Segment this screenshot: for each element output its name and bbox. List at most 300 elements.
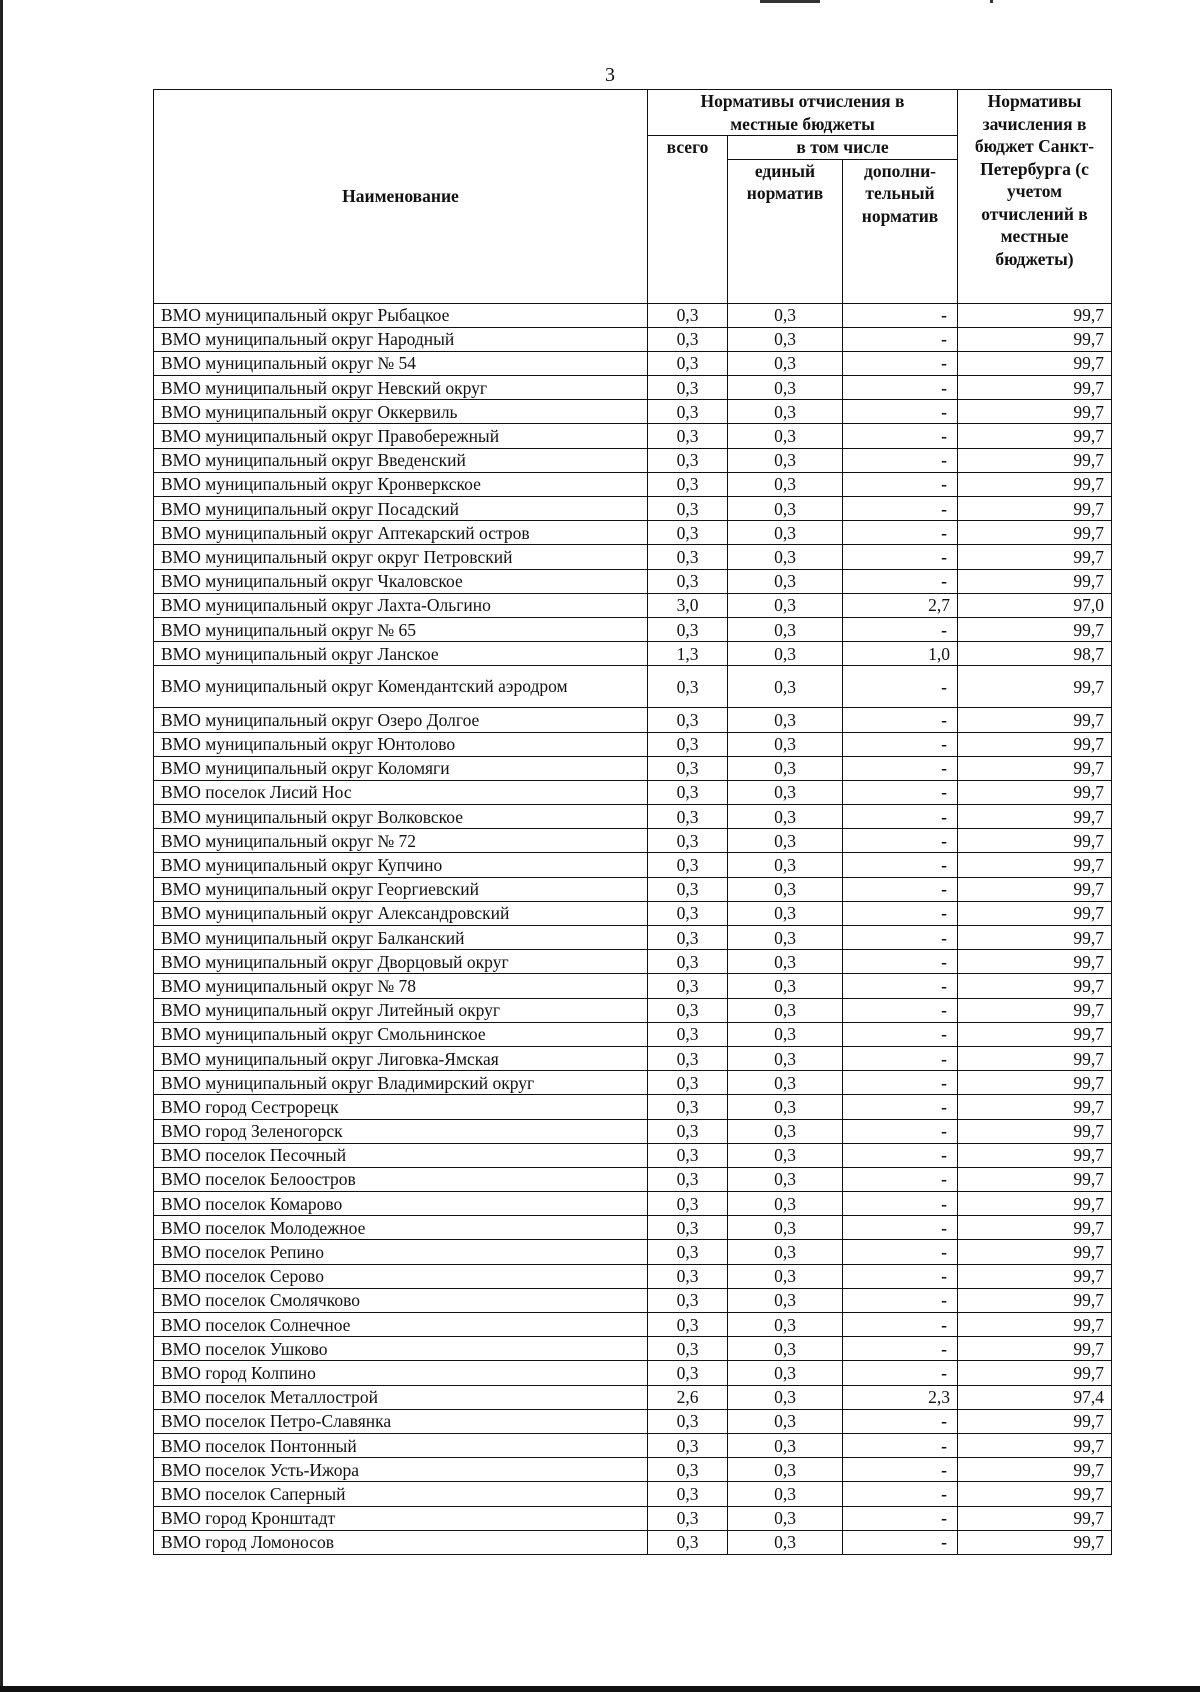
row-additional-norm: - — [843, 448, 958, 472]
header-single-norm: единый норматив — [728, 159, 843, 303]
row-single-norm: 0,3 — [728, 1337, 843, 1361]
row-single-norm: 0,3 — [728, 1385, 843, 1409]
row-total: 1,3 — [648, 642, 728, 666]
row-spb-norm: 99,7 — [958, 1506, 1112, 1530]
row-single-norm: 0,3 — [728, 1313, 843, 1337]
row-additional-norm: - — [843, 400, 958, 424]
row-total: 0,3 — [648, 497, 728, 521]
row-single-norm: 0,3 — [728, 1433, 843, 1457]
row-name: ВМО муниципальный округ Смольнинское — [154, 1022, 648, 1046]
row-spb-norm: 99,7 — [958, 1361, 1112, 1385]
row-total: 0,3 — [648, 950, 728, 974]
row-spb-norm: 99,7 — [958, 666, 1112, 708]
row-total: 0,3 — [648, 1337, 728, 1361]
scan-top-mark — [760, 0, 820, 3]
row-total: 0,3 — [648, 303, 728, 327]
row-total: 3,0 — [648, 593, 728, 617]
row-total: 0,3 — [648, 732, 728, 756]
row-single-norm: 0,3 — [728, 1482, 843, 1506]
row-additional-norm: - — [843, 617, 958, 641]
row-total: 0,3 — [648, 1482, 728, 1506]
scan-top-mark — [990, 0, 993, 3]
table-row — [154, 926, 1112, 950]
row-spb-norm: 99,7 — [958, 400, 1112, 424]
row-additional-norm: - — [843, 666, 958, 708]
row-total: 0,3 — [648, 1240, 728, 1264]
row-total: 0,3 — [648, 1022, 728, 1046]
table-row — [154, 666, 1112, 708]
table-row — [154, 376, 1112, 400]
row-spb-norm: 99,7 — [958, 545, 1112, 569]
row-total: 0,3 — [648, 1313, 728, 1337]
row-single-norm: 0,3 — [728, 732, 843, 756]
row-additional-norm: 2,7 — [843, 593, 958, 617]
row-total: 0,3 — [648, 1071, 728, 1095]
row-total: 0,3 — [648, 1192, 728, 1216]
table-row — [154, 400, 1112, 424]
row-name: ВМО поселок Усть-Ижора — [154, 1458, 648, 1482]
row-total: 0,3 — [648, 617, 728, 641]
row-spb-norm: 99,7 — [958, 472, 1112, 496]
table-row — [154, 1264, 1112, 1288]
row-name: ВМО муниципальный округ Народный — [154, 327, 648, 351]
row-total: 0,3 — [648, 780, 728, 804]
row-additional-norm: - — [843, 1216, 958, 1240]
header-name: Наименование — [154, 90, 648, 304]
row-single-norm: 0,3 — [728, 974, 843, 998]
table-row — [154, 617, 1112, 641]
row-additional-norm: - — [843, 1482, 958, 1506]
row-single-norm: 0,3 — [728, 545, 843, 569]
row-single-norm: 0,3 — [728, 376, 843, 400]
table-row — [154, 780, 1112, 804]
row-total: 0,3 — [648, 805, 728, 829]
row-total: 0,3 — [648, 666, 728, 708]
row-spb-norm: 99,7 — [958, 732, 1112, 756]
table-row — [154, 732, 1112, 756]
table-row — [154, 1167, 1112, 1191]
row-total: 0,3 — [648, 1288, 728, 1312]
row-single-norm: 0,3 — [728, 1506, 843, 1530]
row-spb-norm: 99,7 — [958, 1458, 1112, 1482]
row-additional-norm: - — [843, 1530, 958, 1554]
row-name: ВМО поселок Петро-Славянка — [154, 1409, 648, 1433]
row-additional-norm: - — [843, 1337, 958, 1361]
row-total: 0,3 — [648, 1433, 728, 1457]
row-additional-norm: - — [843, 1240, 958, 1264]
row-spb-norm: 99,7 — [958, 617, 1112, 641]
row-spb-norm: 99,7 — [958, 303, 1112, 327]
row-spb-norm: 99,7 — [958, 1433, 1112, 1457]
table-row — [154, 1071, 1112, 1095]
row-name: ВМО поселок Понтонный — [154, 1433, 648, 1457]
row-name: ВМО муниципальный округ Юнтолово — [154, 732, 648, 756]
table-row — [154, 1385, 1112, 1409]
row-spb-norm: 99,7 — [958, 1337, 1112, 1361]
row-additional-norm: - — [843, 521, 958, 545]
header-total: всего — [648, 136, 728, 304]
row-single-norm: 0,3 — [728, 998, 843, 1022]
row-additional-norm: - — [843, 708, 958, 732]
row-spb-norm: 99,7 — [958, 1095, 1112, 1119]
table-row — [154, 1506, 1112, 1530]
row-name: ВМО муниципальный округ Правобережный — [154, 424, 648, 448]
row-spb-norm: 99,7 — [958, 327, 1112, 351]
row-single-norm: 0,3 — [728, 521, 843, 545]
row-single-norm: 0,3 — [728, 1143, 843, 1167]
row-single-norm: 0,3 — [728, 950, 843, 974]
row-name: ВМО муниципальный округ Владимирский округ — [154, 1071, 648, 1095]
row-name: ВМО муниципальный округ Литейный округ — [154, 998, 648, 1022]
row-single-norm: 0,3 — [728, 756, 843, 780]
row-spb-norm: 98,7 — [958, 642, 1112, 666]
table-row — [154, 1337, 1112, 1361]
row-total: 0,3 — [648, 1361, 728, 1385]
table-row — [154, 1192, 1112, 1216]
row-single-norm: 0,3 — [728, 877, 843, 901]
header-including: в том числе — [728, 136, 958, 160]
row-name: ВМО поселок Репино — [154, 1240, 648, 1264]
row-name: ВМО муниципальный округ Кронверкское — [154, 472, 648, 496]
row-spb-norm: 99,7 — [958, 1192, 1112, 1216]
row-name: ВМО муниципальный округ Введенский — [154, 448, 648, 472]
row-total: 0,3 — [648, 1046, 728, 1070]
row-single-norm: 0,3 — [728, 400, 843, 424]
row-total: 0,3 — [648, 974, 728, 998]
row-name: ВМО поселок Белоостров — [154, 1167, 648, 1191]
row-single-norm: 0,3 — [728, 780, 843, 804]
row-additional-norm: - — [843, 1433, 958, 1457]
row-additional-norm: - — [843, 472, 958, 496]
row-single-norm: 0,3 — [728, 351, 843, 375]
row-spb-norm: 99,7 — [958, 974, 1112, 998]
row-name: ВМО муниципальный округ Балканский — [154, 926, 648, 950]
table-row — [154, 1288, 1112, 1312]
table-row — [154, 1313, 1112, 1337]
table-row — [154, 1095, 1112, 1119]
row-total: 0,3 — [648, 1264, 728, 1288]
row-total: 0,3 — [648, 1458, 728, 1482]
row-name: ВМО муниципальный округ Коломяги — [154, 756, 648, 780]
row-single-norm: 0,3 — [728, 901, 843, 925]
row-name: ВМО муниципальный округ Оккервиль — [154, 400, 648, 424]
norms-table — [153, 89, 1112, 1555]
header-spb-budget: Нормативы зачисления в бюджет Санкт-Петербурга (с учетом отчислений в местные бюджеты) — [958, 90, 1112, 304]
row-additional-norm: - — [843, 1458, 958, 1482]
row-total: 0,3 — [648, 901, 728, 925]
header-local-budgets: Нормативы отчисления в местные бюджеты — [648, 90, 958, 136]
row-total: 0,3 — [648, 998, 728, 1022]
row-spb-norm: 99,7 — [958, 1022, 1112, 1046]
row-spb-norm: 99,7 — [958, 569, 1112, 593]
row-name: ВМО поселок Ушково — [154, 1337, 648, 1361]
row-single-norm: 0,3 — [728, 1071, 843, 1095]
row-single-norm: 0,3 — [728, 1022, 843, 1046]
row-single-norm: 0,3 — [728, 424, 843, 448]
table-row — [154, 1361, 1112, 1385]
row-name: ВМО муниципальный округ № 65 — [154, 617, 648, 641]
row-name: ВМО поселок Смолячково — [154, 1288, 648, 1312]
row-single-norm: 0,3 — [728, 1119, 843, 1143]
row-single-norm: 0,3 — [728, 666, 843, 708]
row-single-norm: 0,3 — [728, 617, 843, 641]
row-spb-norm: 99,7 — [958, 1530, 1112, 1554]
row-name: ВМО поселок Серово — [154, 1264, 648, 1288]
row-total: 0,3 — [648, 708, 728, 732]
row-name: ВМО город Зеленогорск — [154, 1119, 648, 1143]
row-total: 0,3 — [648, 926, 728, 950]
row-total: 0,3 — [648, 448, 728, 472]
row-single-norm: 0,3 — [728, 593, 843, 617]
table-row — [154, 998, 1112, 1022]
row-single-norm: 0,3 — [728, 1409, 843, 1433]
table-row — [154, 642, 1112, 666]
table-row — [154, 877, 1112, 901]
row-spb-norm: 99,7 — [958, 1216, 1112, 1240]
row-spb-norm: 99,7 — [958, 1313, 1112, 1337]
row-spb-norm: 99,7 — [958, 708, 1112, 732]
table-row — [154, 593, 1112, 617]
row-total: 0,3 — [648, 521, 728, 545]
row-name: ВМО муниципальный округ Рыбацкое — [154, 303, 648, 327]
table-row — [154, 756, 1112, 780]
row-additional-norm: - — [843, 303, 958, 327]
row-additional-norm: - — [843, 926, 958, 950]
table-row — [154, 545, 1112, 569]
row-additional-norm: - — [843, 1167, 958, 1191]
row-name: ВМО муниципальный округ округ Петровский — [154, 545, 648, 569]
table-row — [154, 1458, 1112, 1482]
row-spb-norm: 99,7 — [958, 829, 1112, 853]
row-additional-norm: - — [843, 1506, 958, 1530]
row-single-norm: 0,3 — [728, 1530, 843, 1554]
row-name: ВМО поселок Песочный — [154, 1143, 648, 1167]
row-single-norm: 0,3 — [728, 1264, 843, 1288]
row-spb-norm: 99,7 — [958, 805, 1112, 829]
table-row — [154, 853, 1112, 877]
row-spb-norm: 99,7 — [958, 1482, 1112, 1506]
table-row — [154, 1530, 1112, 1554]
row-total: 0,3 — [648, 829, 728, 853]
row-additional-norm: 1,0 — [843, 642, 958, 666]
row-spb-norm: 99,7 — [958, 1143, 1112, 1167]
row-single-norm: 0,3 — [728, 1095, 843, 1119]
row-additional-norm: - — [843, 497, 958, 521]
row-total: 0,3 — [648, 1216, 728, 1240]
row-name: ВМО муниципальный округ Чкаловское — [154, 569, 648, 593]
row-additional-norm: - — [843, 974, 958, 998]
row-single-norm: 0,3 — [728, 1046, 843, 1070]
row-single-norm: 0,3 — [728, 926, 843, 950]
table-row — [154, 351, 1112, 375]
row-single-norm: 0,3 — [728, 327, 843, 351]
row-single-norm: 0,3 — [728, 569, 843, 593]
table-row — [154, 521, 1112, 545]
table-row — [154, 1409, 1112, 1433]
page-number: 3 — [605, 64, 615, 86]
row-name: ВМО муниципальный округ Аптекарский остров — [154, 521, 648, 545]
table-row — [154, 829, 1112, 853]
row-name: ВМО муниципальный округ № 54 — [154, 351, 648, 375]
row-spb-norm: 99,7 — [958, 521, 1112, 545]
scan-edge-bottom — [0, 1686, 1200, 1692]
row-additional-norm: - — [843, 829, 958, 853]
row-spb-norm: 99,7 — [958, 424, 1112, 448]
row-additional-norm: - — [843, 1071, 958, 1095]
row-spb-norm: 99,7 — [958, 780, 1112, 804]
table-row — [154, 974, 1112, 998]
table-row — [154, 708, 1112, 732]
row-spb-norm: 99,7 — [958, 901, 1112, 925]
row-additional-norm: - — [843, 569, 958, 593]
row-spb-norm: 99,7 — [958, 497, 1112, 521]
row-additional-norm: 2,3 — [843, 1385, 958, 1409]
row-additional-norm: - — [843, 1288, 958, 1312]
row-total: 0,3 — [648, 472, 728, 496]
table-row — [154, 950, 1112, 974]
table-row — [154, 303, 1112, 327]
row-additional-norm: - — [843, 1361, 958, 1385]
row-total: 0,3 — [648, 327, 728, 351]
row-spb-norm: 99,7 — [958, 1240, 1112, 1264]
row-name: ВМО муниципальный округ Георгиевский — [154, 877, 648, 901]
row-additional-norm: - — [843, 376, 958, 400]
table-body — [154, 303, 1112, 1554]
row-spb-norm: 99,7 — [958, 877, 1112, 901]
row-additional-norm: - — [843, 805, 958, 829]
header-additional-norm: дополни-тельный норматив — [843, 159, 958, 303]
table-row — [154, 1216, 1112, 1240]
row-total: 0,3 — [648, 877, 728, 901]
row-single-norm: 0,3 — [728, 853, 843, 877]
row-name: ВМО поселок Лисий Нос — [154, 780, 648, 804]
row-spb-norm: 99,7 — [958, 351, 1112, 375]
row-total: 0,3 — [648, 424, 728, 448]
table-row — [154, 497, 1112, 521]
row-spb-norm: 97,4 — [958, 1385, 1112, 1409]
table-row — [154, 1482, 1112, 1506]
row-additional-norm: - — [843, 950, 958, 974]
table-row — [154, 1022, 1112, 1046]
row-additional-norm: - — [843, 756, 958, 780]
row-additional-norm: - — [843, 732, 958, 756]
row-name: ВМО муниципальный округ Лахта-Ольгино — [154, 593, 648, 617]
row-spb-norm: 99,7 — [958, 853, 1112, 877]
row-name: ВМО муниципальный округ Посадский — [154, 497, 648, 521]
row-spb-norm: 99,7 — [958, 1046, 1112, 1070]
row-single-norm: 0,3 — [728, 1240, 843, 1264]
row-single-norm: 0,3 — [728, 829, 843, 853]
row-additional-norm: - — [843, 901, 958, 925]
row-name: ВМО муниципальный округ Ланское — [154, 642, 648, 666]
row-additional-norm: - — [843, 1119, 958, 1143]
table-row — [154, 1433, 1112, 1457]
row-single-norm: 0,3 — [728, 303, 843, 327]
row-spb-norm: 97,0 — [958, 593, 1112, 617]
row-additional-norm: - — [843, 998, 958, 1022]
table-row — [154, 448, 1112, 472]
table-row — [154, 1143, 1112, 1167]
row-name: ВМО муниципальный округ Александровский — [154, 901, 648, 925]
row-name: ВМО город Сестрорецк — [154, 1095, 648, 1119]
row-single-norm: 0,3 — [728, 472, 843, 496]
row-additional-norm: - — [843, 1313, 958, 1337]
row-additional-norm: - — [843, 1143, 958, 1167]
row-spb-norm: 99,7 — [958, 1119, 1112, 1143]
row-total: 0,3 — [648, 1409, 728, 1433]
row-spb-norm: 99,7 — [958, 1409, 1112, 1433]
row-name: ВМО муниципальный округ № 78 — [154, 974, 648, 998]
row-single-norm: 0,3 — [728, 1458, 843, 1482]
row-spb-norm: 99,7 — [958, 756, 1112, 780]
table-row — [154, 472, 1112, 496]
row-total: 0,3 — [648, 400, 728, 424]
row-total: 2,6 — [648, 1385, 728, 1409]
row-additional-norm: - — [843, 877, 958, 901]
table-row — [154, 569, 1112, 593]
row-single-norm: 0,3 — [728, 1361, 843, 1385]
row-single-norm: 0,3 — [728, 497, 843, 521]
row-spb-norm: 99,7 — [958, 448, 1112, 472]
row-spb-norm: 99,7 — [958, 1167, 1112, 1191]
row-spb-norm: 99,7 — [958, 950, 1112, 974]
row-total: 0,3 — [648, 853, 728, 877]
row-additional-norm: - — [843, 1192, 958, 1216]
row-single-norm: 0,3 — [728, 448, 843, 472]
row-name: ВМО муниципальный округ Комендантский аэродром — [154, 666, 648, 708]
row-single-norm: 0,3 — [728, 1216, 843, 1240]
row-name: ВМО муниципальный округ Озеро Долгое — [154, 708, 648, 732]
row-additional-norm: - — [843, 1022, 958, 1046]
row-name: ВМО поселок Комарово — [154, 1192, 648, 1216]
row-additional-norm: - — [843, 1095, 958, 1119]
row-name: ВМО поселок Молодежное — [154, 1216, 648, 1240]
row-spb-norm: 99,7 — [958, 1288, 1112, 1312]
row-additional-norm: - — [843, 327, 958, 351]
row-single-norm: 0,3 — [728, 805, 843, 829]
row-additional-norm: - — [843, 424, 958, 448]
row-additional-norm: - — [843, 780, 958, 804]
row-name: ВМО муниципальный округ Невский округ — [154, 376, 648, 400]
row-spb-norm: 99,7 — [958, 1071, 1112, 1095]
row-name: ВМО муниципальный округ Лиговка-Ямская — [154, 1046, 648, 1070]
row-additional-norm: - — [843, 853, 958, 877]
row-total: 0,3 — [648, 756, 728, 780]
row-additional-norm: - — [843, 1046, 958, 1070]
row-name: ВМО муниципальный округ Волковское — [154, 805, 648, 829]
row-single-norm: 0,3 — [728, 1167, 843, 1191]
row-total: 0,3 — [648, 1143, 728, 1167]
table-row — [154, 901, 1112, 925]
row-additional-norm: - — [843, 351, 958, 375]
row-spb-norm: 99,7 — [958, 1264, 1112, 1288]
row-name: ВМО муниципальный округ Купчино — [154, 853, 648, 877]
table-row — [154, 1046, 1112, 1070]
row-single-norm: 0,3 — [728, 642, 843, 666]
row-total: 0,3 — [648, 1506, 728, 1530]
row-spb-norm: 99,7 — [958, 376, 1112, 400]
row-additional-norm: - — [843, 1409, 958, 1433]
row-additional-norm: - — [843, 545, 958, 569]
row-single-norm: 0,3 — [728, 1192, 843, 1216]
row-single-norm: 0,3 — [728, 708, 843, 732]
row-total: 0,3 — [648, 1530, 728, 1554]
row-single-norm: 0,3 — [728, 1288, 843, 1312]
table-row — [154, 327, 1112, 351]
row-name: ВМО муниципальный округ № 72 — [154, 829, 648, 853]
row-name: ВМО муниципальный округ Дворцовый округ — [154, 950, 648, 974]
table-row — [154, 424, 1112, 448]
